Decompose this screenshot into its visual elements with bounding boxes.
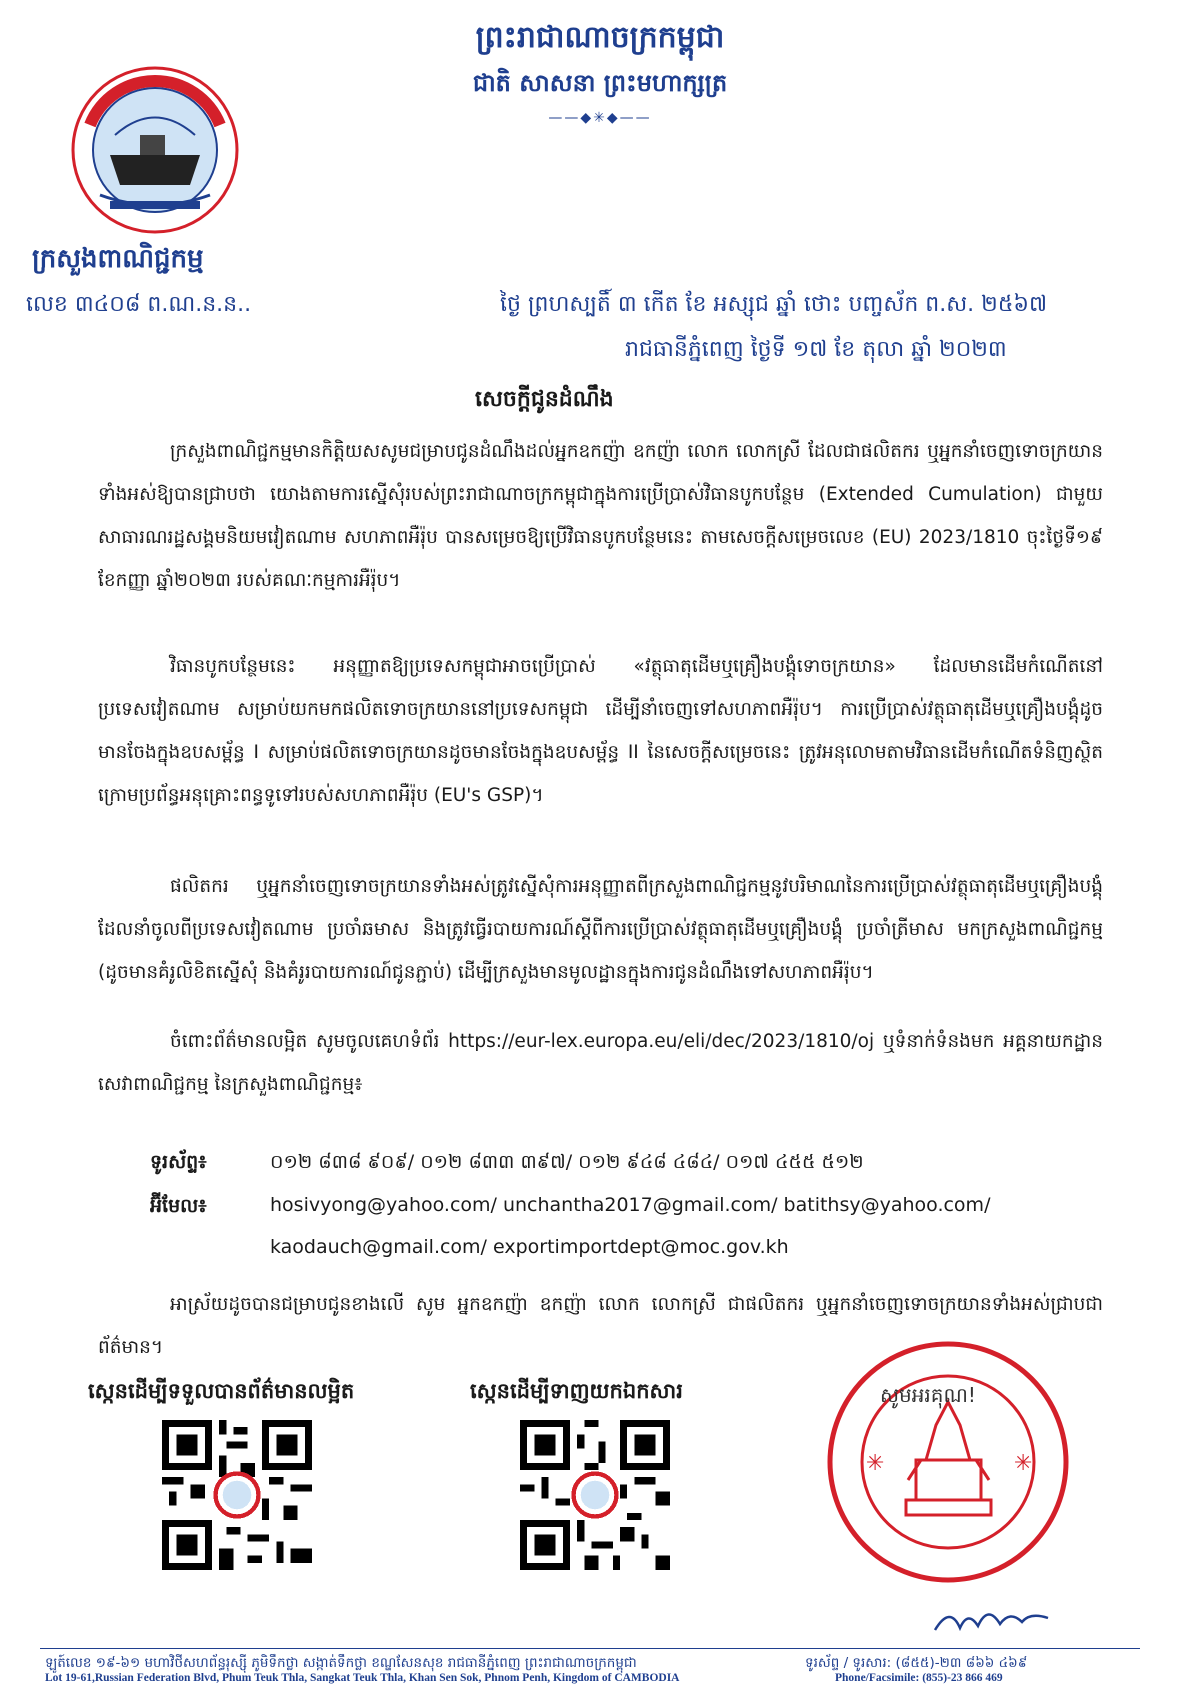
footer-divider — [40, 1648, 1140, 1649]
phone-row — [150, 1150, 864, 1178]
reference-number: លេខ ៣៤០៨ ព.ណ.ន.ន.. — [26, 292, 252, 317]
qr-caption-download: ស្កេនដើម្បីទាញយកឯកសារ — [470, 1379, 683, 1403]
kingdom-title: ព្រះរាជាណាចក្រកម្ពុជា — [475, 20, 725, 55]
qr-caption-details: ស្កេនដើម្បីទទួលបានព័ត៌មានលម្អិត — [88, 1379, 355, 1403]
ministry-name: ក្រសួងពាណិជ្ជកម្ម — [32, 244, 204, 274]
footer-address-kh-text: ឡូត៍លេខ ១៩-៦១ មហាវិថីសហព័ន្ធរុស្ស៊ី ភូមិទឹកថ្លា សង្កាត់ទឹកថ្លា ខណ្ឌសែនសុខ រាជធានីភ្នំពេញ ព្រះរាជាណាចក្រកម្ពុជា — [45, 1655, 637, 1671]
qr-code-download[interactable] — [520, 1420, 670, 1570]
footer-phone-en: Phone/Facsimile: (855)-23 866 469 — [835, 1672, 1003, 1684]
national-motto: ជាតិ សាសនា ព្រះមហាក្សត្រ — [472, 69, 728, 97]
phone-numbers: ០១២ ៨៣៨ ៩០៩/ ០១២ ៨៣៣ ៣៩៧/ ០១២ ៩៤៨ ៤៨៤/ ០១៧ ៤៥៥ ៥១២ — [270, 1151, 864, 1173]
notice-title: សេចក្តីជូនដំណឹង — [475, 387, 614, 412]
civil-date: រាជធានីភ្នំពេញ ថ្ងៃទី ១៧ ខែ តុលា ឆ្នាំ ២០២៣ — [625, 337, 1007, 362]
lunar-date: ថ្ងៃ ព្រហស្បតិ៍ ៣ កើត ខែ អស្សុជ ឆ្នាំ ថោះ បញ្ចស័ក ព.ស. ២៥៦៧ — [500, 292, 1048, 317]
thanks-text: សូមអរគុណ! — [880, 1383, 976, 1407]
footer-address-khmer — [45, 1654, 1028, 1674]
ministry-logo — [70, 65, 240, 235]
paragraph-2: វិធានបូកបន្ថែមនេះ អនុញ្ញាតឱ្យប្រទេសកម្ពុជាអាចប្រើប្រាស់ «វត្ថុធាតុដើមឬគ្រឿងបង្គុំទោចក្រយាន» ដែលមានដើមកំណើតនៅប្រទេសវៀតណាម សម្រាប់យកមកផលិតទោចក្រយាននៅប្រទេសកម្ពុជា ដើម្បីនាំចេញទៅសហភាពអឺរ៉ុប។ ការប្រើប្រាស់វត្ថុធាតុដើមឬគ្រឿងបង្គុំដូចមានចែងក្នុងឧបសម្ព័ន្ធ I សម្រាប់ផលិតទោចក្រយានដូចមានចែងក្នុងឧបសម្ព័ន្ធ II នៃសេចក្តីសម្រេចនេះ ត្រូវអនុលោមតាមវិធានដើមកំណើតទំនិញស្ថិតក្រោមប្រព័ន្ធអនុគ្រោះពន្ធទូទៅរបស់សហភាពអឺរ៉ុប (EU's GSP)។ — [98, 656, 1103, 806]
header-ornament: ——◆✳◆—— — [548, 110, 652, 126]
qr-code-details[interactable] — [162, 1420, 312, 1570]
footer-address-en-text: Lot 19-61,Russian Federation Blvd, Phum Teuk Thla, Sangkat Teuk Thla, Khan Sen Sok, Phnom Penh, Kingdom of CAMBODIA — [45, 1672, 680, 1684]
paragraph-4: ចំពោះព័ត៌មានលម្អិត សូមចូលគេហទំព័រ https://eur-lex.europa.eu/eli/dec/2023/1810/oj ឬទំនាក់ទំនងមក អគ្គនាយកដ្ឋានសេវាពាណិជ្ជកម្ម នៃក្រសួងពាណិជ្ជកម្ម៖ — [98, 1031, 1103, 1095]
svg-text:✳: ✳ — [1014, 1451, 1033, 1476]
footer-phone-kh: ទូរស័ព្ទ / ទូរសារ: (៨៥៥)-២៣ ៨៦៦ ៤៦៩ — [805, 1655, 1028, 1671]
paragraph-5: អាស្រ័យដូចបានជម្រាបជូនខាងលើ សូម អ្នកឧកញ៉ា ឧកញ៉ា លោក លោកស្រី ជាផលិតករ ឬអ្នកនាំចេញទោចក្រយានទាំងអស់ជ្រាបជាព័ត៌មាន។ — [98, 1294, 1103, 1358]
footer-address-english — [45, 1672, 1003, 1684]
signature — [930, 1600, 1060, 1640]
paragraph-3: ផលិតករ ឬអ្នកនាំចេញទោចក្រយានទាំងអស់ត្រូវស្នើសុំការអនុញ្ញាតពីក្រសួងពាណិជ្ជកម្មនូវបរិមាណនៃការប្រើប្រាស់វត្ថុធាតុដើមឬគ្រឿងបង្គុំដែលនាំចូលពីប្រទេសវៀតណាម ប្រចាំឆមាស និងត្រូវធ្វើរបាយការណ៍ស្តីពីការប្រើប្រាស់វត្ថុធាតុដើមឬគ្រឿងបង្គុំ ប្រចាំត្រីមាស មកក្រសួងពាណិជ្ជកម្ម (ដូចមានគំរូលិខិតស្នើសុំ និងគំរូរបាយការណ៍ជូនភ្ជាប់) ដើម្បីក្រសួងមានមូលដ្ឋានក្នុងការជូនដំណឹងទៅសហភាពអឺរ៉ុប។ — [98, 876, 1103, 983]
svg-text:✳: ✳ — [866, 1451, 885, 1476]
email-addresses-1[interactable]: hosivyong@yahoo.com/ unchantha2017@gmail.com/ batithsy@yahoo.com/ — [270, 1194, 991, 1216]
email-addresses-2[interactable]: kaodauch@gmail.com/ exportimportdept@moc.gov.kh — [270, 1236, 789, 1258]
paragraph-1: ក្រសួងពាណិជ្ជកម្មមានកិត្តិយសសូមជម្រាបជូនដំណឹងដល់អ្នកឧកញ៉ា ឧកញ៉ា លោក លោកស្រី ដែលជាផលិតករ ឬអ្នកនាំចេញទោចក្រយានទាំងអស់ឱ្យបានជ្រាបថា យោងតាមការស្នើសុំរបស់ព្រះរាជាណាចក្រកម្ពុជាក្នុងការប្រើប្រាស់វិធានបូកបន្ថែម (Extended Cumulation) ជាមួយសាធារណរដ្ឋសង្គមនិយមវៀតណាម សហភាពអឺរ៉ុប បានសម្រេចឱ្យប្រើវិធានបូកបន្ថែមនេះ តាមសេចក្តីសម្រេចលេខ (EU) 2023/1810 ចុះថ្ងៃទី១៩ ខែកញ្ញា ឆ្នាំ២០២៣ របស់គណៈកម្មការអឺរ៉ុប។ — [98, 441, 1103, 591]
ministry-seal-stamp — [826, 1340, 1071, 1585]
email-row — [150, 1194, 991, 1222]
phone-label: ទូរស័ព្ទ៖ — [150, 1151, 207, 1173]
email-label: អ៊ីមែល៖ — [150, 1195, 207, 1217]
